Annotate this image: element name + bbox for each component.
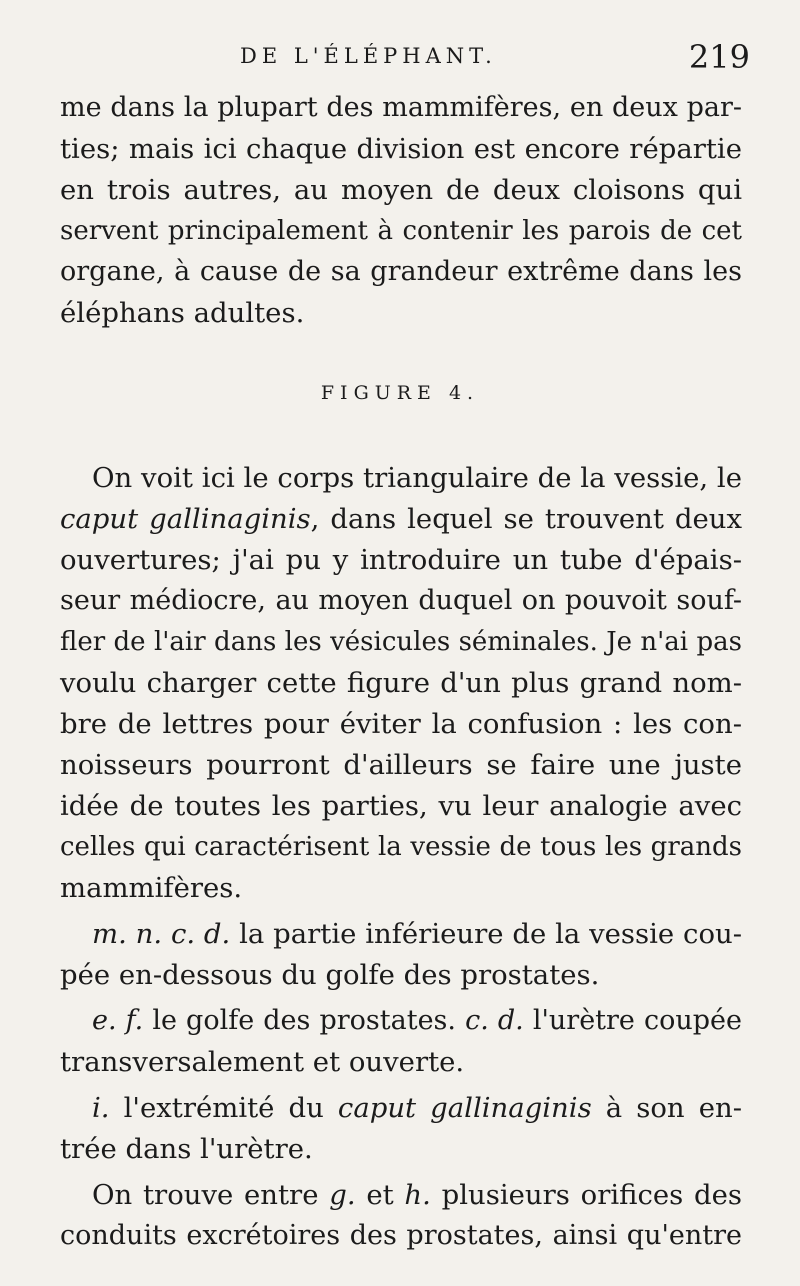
text-line: bre de lettres pour éviter la confusion : les con- (60, 708, 742, 740)
figure-label: c. d. (465, 1005, 524, 1036)
text-line: en trois autres, au moyen de deux cloisons qui (60, 174, 742, 206)
text-line (92, 1001, 742, 1041)
text-line: ouvertures; j'ai pu y introduire un tube d'épais- (60, 544, 742, 576)
figure-heading: FIGURE 4. (320, 382, 480, 404)
text-line: celles qui caractérisent la vessie de tous les grands (60, 832, 742, 862)
latin-term: caput gallinaginis (60, 503, 311, 535)
text-span: à son en- (591, 1092, 742, 1124)
text-line: conduits excrétoires des prostates, ainsi qu'entre (60, 1220, 742, 1251)
text-span: , dans lequel se trouvent deux (310, 503, 742, 535)
text-line: voulu charger cette figure d'un plus grand nom- (60, 667, 742, 699)
text-line: idée de toutes les parties, vu leur analogie avec (60, 790, 742, 822)
text-span: plusieurs orifices des (430, 1179, 742, 1211)
text-line: servent principalement à contenir les parois de cet (60, 216, 742, 246)
text-line: éléphans adultes. (60, 297, 305, 329)
text-line: me dans la plupart des mammifères, en deux par- (60, 92, 742, 123)
figure-label: e. f. (92, 1005, 144, 1036)
text-line (92, 1175, 742, 1215)
text-span: l'extrémité du (109, 1092, 338, 1124)
text-span: On trouve entre (92, 1179, 330, 1211)
text-line: trée dans l'urètre. (60, 1133, 313, 1165)
figure-label: g. (329, 1179, 356, 1211)
text-line: seur médiocre, au moyen duquel on pouvoit souf- (60, 585, 742, 616)
figure-label: m. n. c. d. (92, 918, 231, 950)
text-span: l'urètre coupée (523, 1005, 742, 1036)
text-line (92, 914, 742, 954)
page-number: 219 (688, 38, 750, 76)
figure-label: h. (404, 1179, 431, 1211)
text-line: noisseurs pourront d'ailleurs se faire une juste (60, 749, 742, 781)
text-line: mammifères. (60, 872, 243, 904)
text-line: On voit ici le corps triangulaire de la vessie, le (92, 462, 742, 494)
text-line: organe, à cause de sa grandeur extrême dans les (60, 256, 742, 287)
text-line: ties; mais ici chaque division est encore répartie (60, 133, 742, 165)
text-line: transversalement et ouverte. (60, 1046, 465, 1078)
running-title: DE L'ÉLÉPHANT. (240, 44, 497, 68)
text-line (92, 1088, 742, 1128)
text-line (60, 499, 742, 539)
text-line: fler de l'air dans les vésicules séminales. Je n'ai pas (60, 627, 742, 657)
text-line: pée en-dessous du golfe des prostates. (60, 959, 600, 991)
text-span: et (355, 1179, 405, 1211)
text-span: la partie inférieure de la vessie cou- (230, 918, 742, 950)
figure-label: i. (92, 1092, 110, 1124)
latin-term: caput gallinaginis (337, 1092, 592, 1124)
text-span: le golfe des prostates. (143, 1005, 466, 1036)
page-header (60, 38, 750, 78)
